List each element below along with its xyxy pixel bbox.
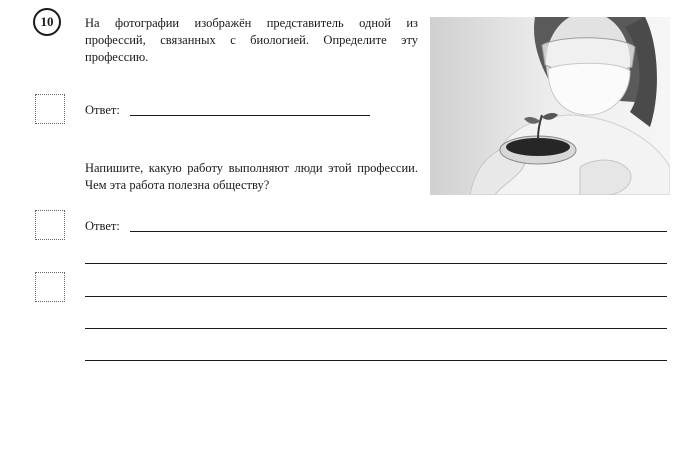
answer-label-2: Ответ: <box>85 219 120 233</box>
answer-line-6[interactable] <box>85 360 667 361</box>
biologist-photo <box>430 17 670 195</box>
answer-line-1[interactable] <box>130 115 370 116</box>
answer-line-2[interactable] <box>130 231 667 232</box>
question-number: 10 <box>33 8 61 36</box>
answer-line-4[interactable] <box>85 296 667 297</box>
answer-line-5[interactable] <box>85 328 667 329</box>
answer-label-1: Ответ: <box>85 103 120 117</box>
answer-box-2[interactable] <box>35 210 65 240</box>
question-prompt-2: Напишите, какую работу выполняют люди этой профессии. Чем эта работа полезна обществу? <box>85 161 418 192</box>
answer-box-1[interactable] <box>35 94 65 124</box>
answer-box-3[interactable] <box>35 272 65 302</box>
answer-line-3[interactable] <box>85 263 667 264</box>
question-prompt-1: На фотографии изображён представитель одной из профессий, связанных с биологией. Определите эту профессию. <box>85 16 418 64</box>
scientist-with-plant-illustration <box>430 17 670 195</box>
